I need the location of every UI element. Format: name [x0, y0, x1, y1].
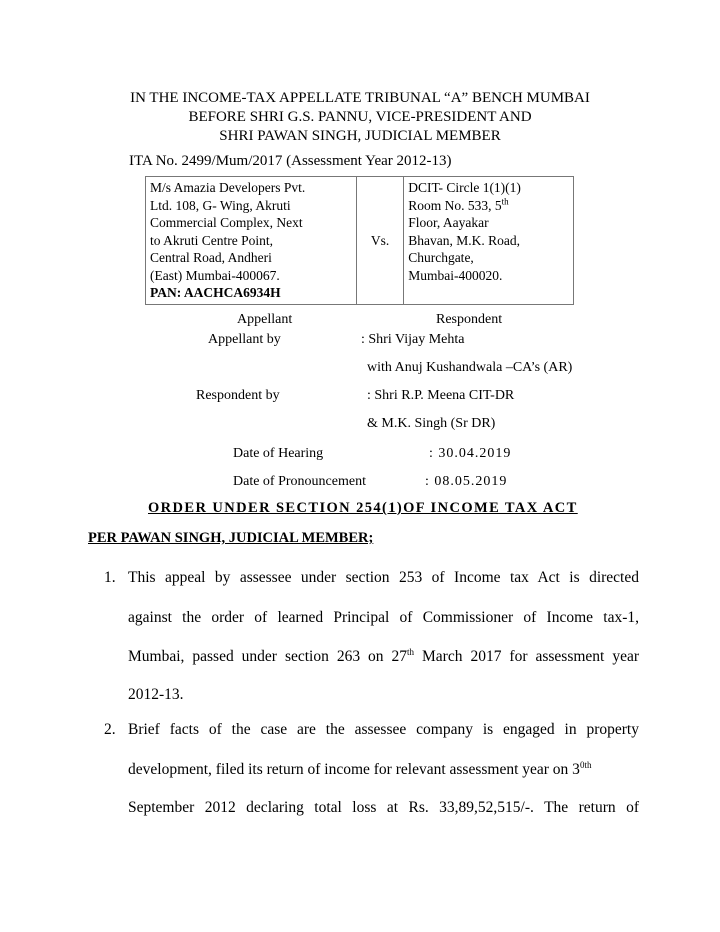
- hearing-date-label: Date of Hearing: [233, 446, 324, 461]
- appellant-line: Commercial Complex, Next: [150, 215, 303, 230]
- paragraph-1-text: March 2017 for assessment year: [414, 648, 640, 665]
- ita-number: ITA No. 2499/Mum/2017 (Assessment Year 2012-13): [129, 153, 452, 169]
- respondent-by-value-2: & M.K. Singh (Sr DR): [367, 416, 496, 431]
- paragraph-2-line: Brief facts of the case are the assessee company is engaged in property: [128, 721, 639, 738]
- paragraph-2-line: [128, 761, 591, 779]
- appellant-role: Appellant: [237, 312, 293, 327]
- appellant-line: M/s Amazia Developers Pvt.: [150, 180, 306, 195]
- appellant-line: to Akruti Centre Point,: [150, 232, 273, 248]
- respondent-by-value: : Shri R.P. Meena CIT-DR: [367, 388, 515, 403]
- appellant-by-value-2: with Anuj Kushandwala –CA’s (AR): [367, 360, 573, 375]
- paragraph-1-line: 2012-13.: [128, 686, 184, 703]
- hearing-date-value: : 30.04.2019: [429, 446, 512, 461]
- paragraph-1-text: Mumbai, passed under section 263 on 27: [128, 648, 408, 665]
- bench-heading: BEFORE SHRI G.S. PANNU, VICE-PRESIDENT AND: [188, 109, 532, 125]
- appellant-line: (East) Mumbai-400067.: [150, 267, 280, 283]
- parties-table: [145, 176, 574, 305]
- respondent-line: Floor, Aayakar: [408, 215, 489, 230]
- paragraph-1-line: [128, 648, 639, 666]
- versus-cell: [356, 177, 403, 305]
- respondent-by-label: Respondent by: [196, 388, 280, 403]
- judge-title: PER PAWAN SINGH, JUDICIAL MEMBER;: [88, 530, 374, 546]
- paragraph-number: 2.: [104, 721, 116, 738]
- paragraph-1-line: against the order of learned Principal of Commissioner of Income tax-1,: [128, 609, 639, 626]
- pronouncement-date-value: : 08.05.2019: [425, 474, 508, 489]
- paragraph-1-line: This appeal by assessee under section 253 of Income tax Act is directed: [128, 569, 639, 586]
- respondent-line: Churchgate,: [408, 250, 474, 265]
- paragraph-2-text: development, filed its return of income for relevant assessment year on 3: [128, 761, 580, 778]
- appellant-line: Central Road, Andheri: [150, 250, 272, 265]
- respondent-cell: [404, 177, 574, 305]
- tribunal-heading: IN THE INCOME-TAX APPELLATE TRIBUNAL “A” BENCH MUMBAI: [130, 90, 590, 106]
- respondent-line: Mumbai-400020.: [408, 267, 503, 283]
- respondent-role: Respondent: [436, 312, 503, 327]
- paragraph-1-sup: th: [407, 646, 415, 657]
- appellant-pan: PAN: AACHCA6934H: [150, 285, 281, 300]
- respondent-room-sup: th: [501, 196, 509, 206]
- member-heading: SHRI PAWAN SINGH, JUDICIAL MEMBER: [219, 128, 501, 144]
- pronouncement-date-label: Date of Pronouncement: [233, 474, 366, 489]
- versus-label: Vs.: [370, 232, 390, 248]
- paragraph-2-line: September 2012 declaring total loss at Rs. 33,89,52,515/-. The return of: [128, 799, 639, 816]
- appellant-by-label: Appellant by: [208, 332, 281, 347]
- appellant-by-value: : Shri Vijay Mehta: [361, 332, 465, 347]
- respondent-line: DCIT- Circle 1(1)(1): [408, 180, 521, 195]
- paragraph-number: 1.: [104, 569, 116, 586]
- respondent-room: Room No. 533, 5: [408, 197, 502, 213]
- order-title: ORDER UNDER SECTION 254(1)OF INCOME TAX ACT: [148, 500, 578, 516]
- respondent-line: [408, 197, 569, 215]
- respondent-line: Bhavan, M.K. Road,: [408, 232, 520, 248]
- appellant-line: Ltd. 108, G- Wing, Akruti: [150, 197, 291, 213]
- paragraph-2-sup: 0th: [579, 759, 592, 770]
- appellant-cell: [146, 177, 357, 305]
